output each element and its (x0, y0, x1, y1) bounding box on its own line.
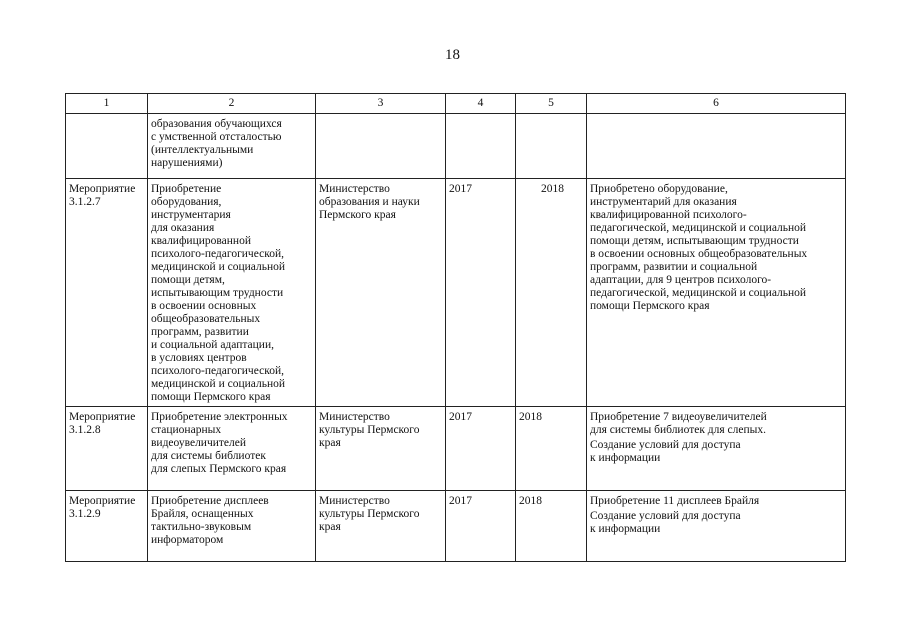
cell-line: квалифицированной (151, 235, 251, 247)
cell-line: информатором (151, 534, 224, 546)
measure-code-cell (66, 179, 148, 407)
cell-line: Приобретение электронных (151, 411, 288, 423)
measures-table (65, 93, 846, 562)
cell-line: Мероприятие (69, 183, 136, 195)
cell-line: (интеллектуальными (151, 144, 254, 156)
cell-line: Мероприятие (69, 411, 136, 423)
cell-line: испытывающим трудности (151, 287, 284, 299)
cell-line: инструментарий для оказания (590, 196, 737, 208)
cell-line: 3.1.2.8 (69, 424, 101, 436)
cell-line: общеобразовательных (151, 313, 261, 325)
cell-line: образования и науки (319, 196, 420, 208)
measure-code-cell (66, 407, 148, 491)
expected-result-cell (587, 179, 846, 407)
measure-name-cell (148, 407, 316, 491)
cell-line: к информации (590, 452, 661, 464)
cell-line: педагогической, медицинской и социальной (590, 287, 807, 299)
cell-line: Создание условий для доступа (590, 510, 741, 522)
cell-line: Приобретено оборудование, (590, 183, 728, 195)
cell-line: оборудования, (151, 196, 222, 208)
cell-line: в условиях центров (151, 352, 247, 364)
measure-name-cell (148, 179, 316, 407)
cell-line: медицинской и социальной (151, 261, 286, 273)
cell-line: Приобретение (151, 183, 222, 195)
cell-line: нарушениями) (151, 157, 223, 169)
executor-cell (316, 491, 446, 562)
cell-line: Мероприятие (69, 495, 136, 507)
cell-line: для оказания (151, 222, 215, 234)
expected-result-cell (587, 407, 846, 491)
cell-line: и социальной адаптации, (151, 339, 274, 351)
cell-line: 3.1.2.7 (69, 196, 101, 208)
cell-line: адаптации, для 9 центров психолого- (590, 274, 772, 286)
header-cell-2: 2 (148, 94, 316, 114)
cell-line: Приобретение 7 видеоувеличителей (590, 411, 767, 423)
cell-line: помощи Пермского края (590, 300, 710, 312)
cell-line: Приобретение 11 дисплеев Брайля (590, 495, 760, 507)
executor-cell (316, 114, 446, 179)
start-year-cell: 2017 (446, 407, 516, 491)
executor-cell (316, 407, 446, 491)
cell-line: Министерство (319, 411, 390, 423)
expected-result-cell (587, 114, 846, 179)
measure-name-cell (148, 114, 316, 179)
end-year-cell: 2018 (516, 491, 587, 562)
cell-line: программ, развитии (151, 326, 249, 338)
table-row (66, 407, 846, 491)
cell-line: психолого-педагогической, (151, 365, 284, 377)
cell-line: для системы библиотек (151, 450, 266, 462)
cell-line: стационарных (151, 424, 222, 436)
end-year-cell: 2018 (516, 179, 587, 407)
cell-line: для системы библиотек для слепых. (590, 424, 766, 436)
page-number: 18 (445, 47, 460, 63)
cell-line: Пермского края (319, 209, 396, 221)
header-cell-5: 5 (516, 94, 587, 114)
start-year-cell: 2017 (446, 491, 516, 562)
cell-line: Министерство (319, 183, 390, 195)
cell-line: помощи Пермского края (151, 391, 271, 403)
cell-line: квалифицированной психолого- (590, 209, 747, 221)
cell-line: психолого-педагогической, (151, 248, 284, 260)
header-cell-6: 6 (587, 94, 846, 114)
measure-code-cell (66, 114, 148, 179)
cell-line: 3.1.2.9 (69, 508, 101, 520)
cell-line: инструментария (151, 209, 231, 221)
table-row (66, 179, 846, 407)
header-cell-1: 1 (66, 94, 148, 114)
measure-code-cell (66, 491, 148, 562)
cell-line: Создание условий для доступа (590, 439, 741, 451)
cell-line: с умственной отсталостью (151, 131, 282, 143)
measure-name-cell (148, 491, 316, 562)
table-row (66, 491, 846, 562)
table-row (66, 114, 846, 179)
cell-line: Министерство (319, 495, 390, 507)
cell-line: помощи детям, испытывающим трудности (590, 235, 799, 247)
cell-line: помощи детям, (151, 274, 225, 286)
cell-line: программ, развитии и социальной (590, 261, 758, 273)
cell-line: образования обучающихся (151, 118, 282, 130)
cell-line: в освоении основных (151, 300, 257, 312)
cell-line: медицинской и социальной (151, 378, 286, 390)
end-year-cell (516, 114, 587, 179)
table-header-row (66, 94, 846, 114)
header-cell-3: 3 (316, 94, 446, 114)
header-cell-4: 4 (446, 94, 516, 114)
cell-line: Брайля, оснащенных (151, 508, 254, 520)
cell-line: края (319, 521, 341, 533)
cell-line: педагогической, медицинской и социальной (590, 222, 807, 234)
cell-line: в освоении основных общеобразовательных (590, 248, 808, 260)
cell-line: видеоувеличителей (151, 437, 247, 449)
start-year-cell: 2017 (446, 179, 516, 407)
cell-line: культуры Пермского (319, 424, 420, 436)
cell-line: Приобретение дисплеев (151, 495, 269, 507)
cell-line: тактильно-звуковым (151, 521, 252, 533)
cell-line: для слепых Пермского края (151, 463, 287, 475)
cell-line: края (319, 437, 341, 449)
cell-line: к информации (590, 523, 661, 535)
start-year-cell (446, 114, 516, 179)
end-year-cell: 2018 (516, 407, 587, 491)
executor-cell (316, 179, 446, 407)
cell-line: культуры Пермского (319, 508, 420, 520)
expected-result-cell (587, 491, 846, 562)
